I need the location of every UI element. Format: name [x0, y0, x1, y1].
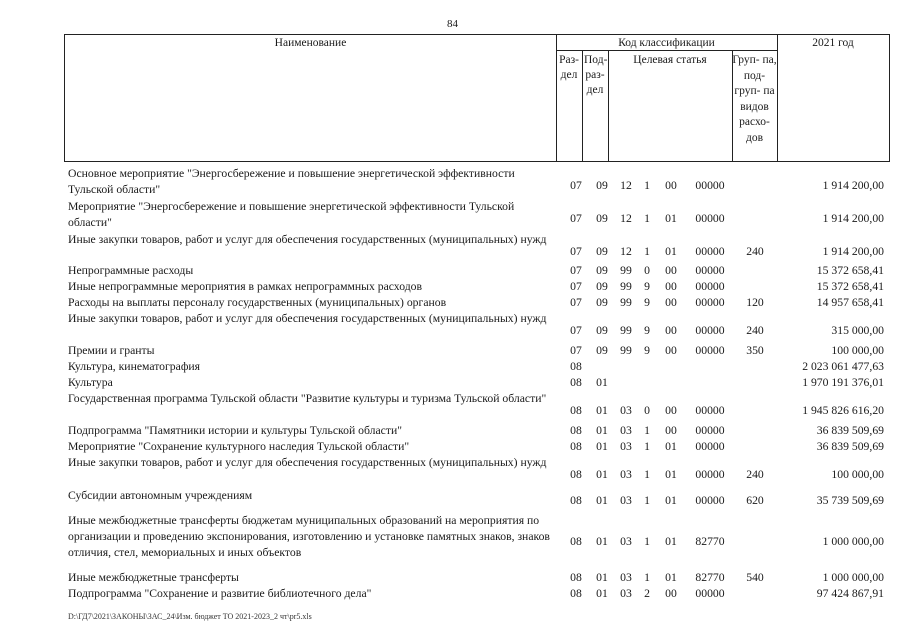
- row-code-c3: 01: [665, 245, 677, 258]
- row-name: Иные закупки товаров, работ и услуг для обеспечения государственных (муниципальных) нужд: [68, 456, 547, 469]
- row-amount: 14 957 658,41: [816, 296, 884, 309]
- header-name: Наименование: [274, 37, 347, 49]
- table-row: [0, 513, 905, 563]
- row-code-c3: 00: [665, 587, 677, 600]
- row-code-c1: 99: [620, 324, 632, 337]
- row-name: Подпрограмма "Памятники истории и культуры Тульской области": [68, 424, 402, 437]
- row-code-c2: 1: [644, 494, 650, 507]
- row-code-c4: 00000: [695, 424, 725, 437]
- row-code-c2: 1: [644, 535, 650, 548]
- row-code-r: 08: [570, 360, 582, 373]
- row-code-c2: 1: [644, 424, 650, 437]
- row-name: Иные непрограммные мероприятия в рамках непрограммных расходов: [68, 280, 423, 293]
- row-code-pr: 01: [596, 535, 608, 548]
- row-code-c2: 9: [644, 344, 650, 357]
- row-code-pr: 09: [596, 264, 608, 277]
- row-amount: 35 739 509,69: [816, 494, 884, 507]
- row-code-c3: 00: [665, 296, 677, 309]
- row-code-c3: 00: [665, 280, 677, 293]
- row-code-c3: 01: [665, 212, 677, 225]
- row-code-c2: 0: [644, 404, 650, 417]
- row-code-c1: 12: [620, 179, 632, 192]
- row-code-c4: 00000: [695, 179, 725, 192]
- row-code-vr: 620: [746, 494, 764, 507]
- table-row: [0, 295, 905, 311]
- row-code-r: 08: [570, 571, 582, 584]
- table-row: [0, 375, 905, 391]
- row-code-c4: 00000: [695, 587, 725, 600]
- file-path-footer: D:\ГД7\2021\ЗАКОНЫ\ЗАС_24\Изм. бюджет ТО 2021-2023_2 чт\pr5.xls: [68, 612, 312, 621]
- row-amount: 36 839 509,69: [816, 424, 884, 437]
- row-code-r: 08: [570, 468, 582, 481]
- row-code-pr: 01: [596, 494, 608, 507]
- row-code-c3: 01: [665, 535, 677, 548]
- row-code-r: 07: [570, 212, 582, 225]
- row-name: Культура, кинематография: [68, 360, 201, 373]
- row-name: Иные закупки товаров, работ и услуг для обеспечения государственных (муниципальных) нужд: [68, 233, 547, 246]
- table-row: [0, 439, 905, 455]
- row-code-c4: 00000: [695, 296, 725, 309]
- table-header: [64, 34, 890, 162]
- row-amount: 1 945 826 616,20: [802, 404, 884, 417]
- row-code-c1: 03: [620, 468, 632, 481]
- row-code-c3: 01: [665, 440, 677, 453]
- row-code-r: 07: [570, 296, 582, 309]
- table-row: [0, 311, 905, 343]
- table-row: [0, 343, 905, 359]
- row-code-pr: 09: [596, 245, 608, 258]
- row-name: Иные межбюджетные трансферты бюджетам муниципальных образований на мероприятия по организации и проведению экспонирования, изготовлению и установке памятных знаков, знаков отличия, стел, мемориальных и иных объектов: [68, 514, 550, 559]
- page-number: 84: [447, 18, 458, 30]
- row-code-c3: 00: [665, 344, 677, 357]
- row-code-r: 08: [570, 440, 582, 453]
- table-row: [0, 279, 905, 295]
- row-code-pr: 09: [596, 324, 608, 337]
- header-celevaya: Целевая статья: [633, 54, 707, 66]
- row-code-c3: 01: [665, 571, 677, 584]
- row-name: Непрограммные расходы: [68, 264, 194, 277]
- row-code-vr: 240: [746, 468, 764, 481]
- row-code-c1: 12: [620, 212, 632, 225]
- row-name: Мероприятие "Сохранение культурного наследия Тульской области": [68, 440, 410, 453]
- row-code-r: 08: [570, 535, 582, 548]
- row-amount: 315 000,00: [831, 324, 884, 337]
- table-row: [0, 488, 905, 506]
- row-code-pr: 01: [596, 424, 608, 437]
- header-year: 2021 год: [812, 37, 854, 49]
- row-code-c3: 00: [665, 324, 677, 337]
- row-code-pr: 01: [596, 468, 608, 481]
- row-code-c1: 03: [620, 440, 632, 453]
- table-row: [0, 263, 905, 279]
- header-razdel: Раз- дел: [559, 54, 579, 81]
- row-code-c3: 00: [665, 179, 677, 192]
- row-name: Иные закупки товаров, работ и услуг для обеспечения государственных (муниципальных) нужд: [68, 312, 547, 325]
- row-code-r: 07: [570, 344, 582, 357]
- row-amount: 15 372 658,41: [816, 280, 884, 293]
- table-row: [0, 359, 905, 375]
- row-code-c3: 00: [665, 264, 677, 277]
- table-row: [0, 166, 905, 198]
- row-code-c3: 00: [665, 424, 677, 437]
- header-kod: Код классификации: [618, 37, 715, 49]
- row-name: Государственная программа Тульской области "Развитие культуры и туризма Тульской области": [68, 392, 547, 405]
- row-code-c4: 82770: [695, 571, 725, 584]
- table-row: [0, 391, 905, 423]
- row-code-vr: 540: [746, 571, 764, 584]
- row-amount: 36 839 509,69: [816, 440, 884, 453]
- row-amount: 100 000,00: [831, 468, 884, 481]
- row-code-c2: 9: [644, 296, 650, 309]
- row-code-c4: 00000: [695, 324, 725, 337]
- row-name: Основное мероприятие "Энергосбережение и повышение энергетической эффективности Тульской области": [68, 167, 515, 196]
- row-code-c4: 00000: [695, 280, 725, 293]
- row-code-c1: 03: [620, 535, 632, 548]
- row-amount: 1 914 200,00: [822, 212, 884, 225]
- row-amount: 1 000 000,00: [822, 535, 884, 548]
- row-code-vr: 350: [746, 344, 764, 357]
- row-code-c1: 03: [620, 494, 632, 507]
- row-code-c4: 00000: [695, 494, 725, 507]
- row-code-c2: 1: [644, 571, 650, 584]
- table-row: [0, 199, 905, 231]
- row-code-pr: 09: [596, 212, 608, 225]
- row-name: Расходы на выплаты персоналу государственных (муниципальных) органов: [68, 296, 447, 309]
- table-row: [0, 423, 905, 439]
- row-code-c4: 00000: [695, 212, 725, 225]
- row-code-c2: 1: [644, 179, 650, 192]
- row-name: Субсидии автономным учреждениям: [68, 489, 253, 502]
- table-row: [0, 586, 905, 602]
- row-code-c2: 9: [644, 280, 650, 293]
- row-code-pr: 01: [596, 571, 608, 584]
- row-code-c2: 1: [644, 440, 650, 453]
- row-code-c4: 00000: [695, 468, 725, 481]
- row-code-c1: 99: [620, 280, 632, 293]
- row-amount: 1 914 200,00: [822, 179, 884, 192]
- row-code-r: 08: [570, 376, 582, 389]
- row-code-r: 07: [570, 280, 582, 293]
- row-code-pr: 09: [596, 296, 608, 309]
- row-code-c2: 1: [644, 468, 650, 481]
- row-amount: 15 372 658,41: [816, 264, 884, 277]
- row-code-r: 07: [570, 179, 582, 192]
- row-code-pr: 09: [596, 344, 608, 357]
- row-code-r: 08: [570, 494, 582, 507]
- row-name: Подпрограмма "Сохранение и развитие библиотечного дела": [68, 587, 372, 600]
- row-amount: 2 023 061 477,63: [802, 360, 884, 373]
- row-code-vr: 240: [746, 245, 764, 258]
- row-amount: 100 000,00: [831, 344, 884, 357]
- row-code-c1: 99: [620, 344, 632, 357]
- row-code-c1: 03: [620, 404, 632, 417]
- row-code-c1: 03: [620, 424, 632, 437]
- table-row: [0, 232, 905, 264]
- row-code-c4: 00000: [695, 264, 725, 277]
- row-code-c1: 99: [620, 264, 632, 277]
- row-code-c3: 01: [665, 468, 677, 481]
- row-name: Премии и гранты: [68, 344, 155, 357]
- row-code-c2: 9: [644, 324, 650, 337]
- row-name: Иные межбюджетные трансферты: [68, 571, 239, 584]
- row-code-c2: 0: [644, 264, 650, 277]
- row-code-c4: 00000: [695, 440, 725, 453]
- row-code-pr: 01: [596, 587, 608, 600]
- header-gruppa: Груп- па, под- груп- па видов расхо- дов: [732, 54, 777, 144]
- row-code-pr: 01: [596, 440, 608, 453]
- row-code-vr: 120: [746, 296, 764, 309]
- row-name: Мероприятие "Энергосбережение и повышение энергетической эффективности Тульской области": [68, 200, 515, 229]
- row-code-c4: 00000: [695, 404, 725, 417]
- row-code-pr: 01: [596, 376, 608, 389]
- row-code-c2: 1: [644, 212, 650, 225]
- header-podrazdel: Под- раз- дел: [584, 54, 608, 96]
- row-amount: 97 424 867,91: [816, 587, 884, 600]
- row-code-c4: 00000: [695, 344, 725, 357]
- row-code-pr: 01: [596, 404, 608, 417]
- row-code-c4: 82770: [695, 535, 725, 548]
- row-code-c1: 03: [620, 587, 632, 600]
- row-code-r: 08: [570, 587, 582, 600]
- row-amount: 1 970 191 376,01: [802, 376, 884, 389]
- row-code-c1: 03: [620, 571, 632, 584]
- row-code-c3: 00: [665, 404, 677, 417]
- row-code-pr: 09: [596, 179, 608, 192]
- row-amount: 1 000 000,00: [822, 571, 884, 584]
- row-code-c1: 12: [620, 245, 632, 258]
- row-code-c2: 2: [644, 587, 650, 600]
- row-code-r: 07: [570, 264, 582, 277]
- table-row: [0, 570, 905, 586]
- row-code-r: 07: [570, 324, 582, 337]
- row-code-r: 07: [570, 245, 582, 258]
- row-code-r: 08: [570, 424, 582, 437]
- row-code-pr: 09: [596, 280, 608, 293]
- row-code-c1: 99: [620, 296, 632, 309]
- row-code-c4: 00000: [695, 245, 725, 258]
- row-amount: 1 914 200,00: [822, 245, 884, 258]
- table-row: [0, 455, 905, 487]
- row-code-r: 08: [570, 404, 582, 417]
- row-code-c2: 1: [644, 245, 650, 258]
- row-code-vr: 240: [746, 324, 764, 337]
- row-code-c3: 01: [665, 494, 677, 507]
- row-name: Культура: [68, 376, 113, 389]
